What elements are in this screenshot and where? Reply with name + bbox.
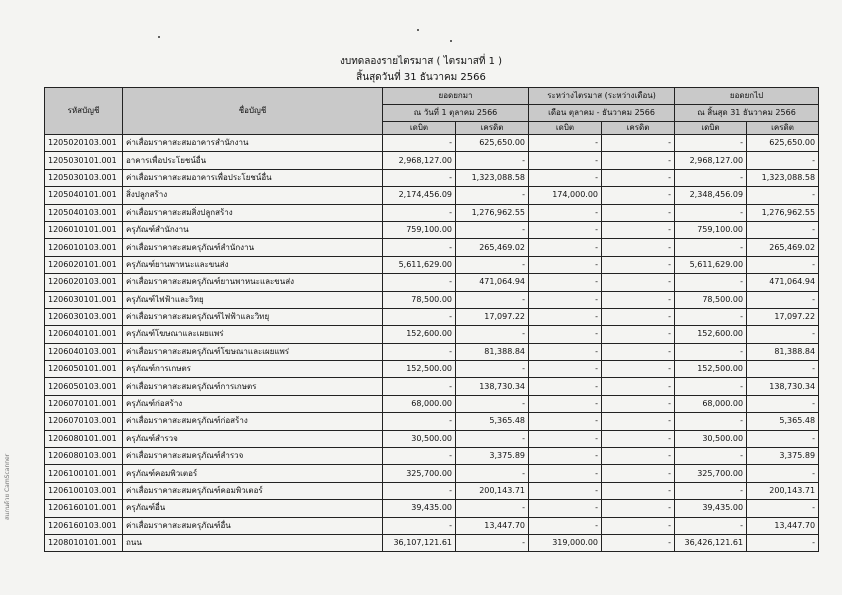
table-row: [45, 221, 819, 238]
cell-opening-credit: 3,375.89: [456, 448, 529, 465]
cell-period-credit: -: [602, 482, 675, 499]
cell-account-code: 1205030103.001: [45, 169, 123, 186]
cell-closing-credit: -: [747, 534, 819, 551]
cell-period-debit: 174,000.00: [529, 187, 602, 204]
cell-closing-debit: -: [675, 343, 747, 360]
cell-period-debit: -: [529, 413, 602, 430]
cell-opening-credit: -: [456, 395, 529, 412]
cell-closing-debit: -: [675, 413, 747, 430]
cell-period-debit: -: [529, 204, 602, 221]
table-row: [45, 395, 819, 412]
cell-closing-debit: 152,600.00: [675, 326, 747, 343]
cell-account-name: อาคารเพื่อประโยชน์อื่น: [123, 152, 383, 169]
cell-account-name: ครุภัณฑ์ยานพาหนะและขนส่ง: [123, 256, 383, 273]
table-row: [45, 152, 819, 169]
cell-period-credit: -: [602, 204, 675, 221]
header-opening-credit: เครดิต: [456, 122, 529, 135]
cell-account-code: 1206160101.001: [45, 500, 123, 517]
cell-closing-credit: -: [747, 361, 819, 378]
cell-opening-credit: 17,097.22: [456, 308, 529, 325]
cell-closing-debit: -: [675, 274, 747, 291]
table-row: [45, 204, 819, 221]
cell-opening-debit: 152,500.00: [383, 361, 456, 378]
scan-speck: [450, 40, 452, 42]
cell-account-code: 1206050103.001: [45, 378, 123, 395]
cell-opening-credit: -: [456, 500, 529, 517]
cell-account-name: ค่าเสื่อมราคาสะสมอาคารเพื่อประโยชน์อื่น: [123, 169, 383, 186]
cell-opening-debit: 68,000.00: [383, 395, 456, 412]
cell-period-debit: -: [529, 169, 602, 186]
header-closing-date: ณ สิ้นสุด 31 ธันวาคม 2566: [675, 105, 819, 122]
cell-closing-debit: -: [675, 378, 747, 395]
cell-period-credit: -: [602, 517, 675, 534]
cell-account-name: ค่าเสื่อมราคาสะสมครุภัณฑ์สำรวจ: [123, 448, 383, 465]
cell-closing-credit: -: [747, 291, 819, 308]
cell-closing-credit: 1,276,962.55: [747, 204, 819, 221]
cell-opening-credit: 81,388.84: [456, 343, 529, 360]
cell-opening-debit: -: [383, 482, 456, 499]
table-row: [45, 326, 819, 343]
cell-account-name: ครุภัณฑ์การเกษตร: [123, 361, 383, 378]
cell-closing-debit: 39,435.00: [675, 500, 747, 517]
cell-closing-credit: 265,469.02: [747, 239, 819, 256]
cell-opening-debit: -: [383, 239, 456, 256]
cell-account-code: 1206040103.001: [45, 343, 123, 360]
table-row: [45, 430, 819, 447]
cell-period-debit: -: [529, 482, 602, 499]
cell-opening-debit: 2,174,456.09: [383, 187, 456, 204]
cell-period-credit: -: [602, 413, 675, 430]
header-closing-credit: เครดิต: [747, 122, 819, 135]
cell-account-name: ครุภัณฑ์ก่อสร้าง: [123, 395, 383, 412]
cell-closing-debit: 5,611,629.00: [675, 256, 747, 273]
cell-opening-credit: 1,323,088.58: [456, 169, 529, 186]
cell-period-credit: -: [602, 274, 675, 291]
cell-account-name: ค่าเสื่อมราคาสะสมครุภัณฑ์ยานพาหนะและขนส่ง: [123, 274, 383, 291]
cell-closing-credit: 3,375.89: [747, 448, 819, 465]
cell-account-name: สิ่งปลูกสร้าง: [123, 187, 383, 204]
cell-closing-credit: 200,143.71: [747, 482, 819, 499]
cell-period-debit: -: [529, 256, 602, 273]
cell-period-credit: -: [602, 448, 675, 465]
cell-period-credit: -: [602, 169, 675, 186]
cell-account-name: ค่าเสื่อมราคาสะสมสิ่งปลูกสร้าง: [123, 204, 383, 221]
cell-closing-credit: -: [747, 465, 819, 482]
cell-account-name: ครุภัณฑ์สำรวจ: [123, 430, 383, 447]
cell-opening-credit: -: [456, 221, 529, 238]
cell-closing-credit: -: [747, 430, 819, 447]
cell-opening-credit: -: [456, 430, 529, 447]
table-row: [45, 343, 819, 360]
cell-opening-debit: -: [383, 448, 456, 465]
cell-period-credit: -: [602, 395, 675, 412]
report-title: งบทดลองรายไตรมาส ( ไตรมาสที่ 1 ): [339, 56, 503, 67]
cell-account-name: ค่าเสื่อมราคาสะสมครุภัณฑ์ก่อสร้าง: [123, 413, 383, 430]
cell-account-code: 1206080101.001: [45, 430, 123, 447]
cell-closing-credit: 17,097.22: [747, 308, 819, 325]
cell-closing-credit: -: [747, 152, 819, 169]
scanner-watermark: สแกนด้วย CamScanner: [4, 453, 11, 520]
cell-opening-debit: 78,500.00: [383, 291, 456, 308]
cell-period-credit: -: [602, 465, 675, 482]
cell-closing-debit: 30,500.00: [675, 430, 747, 447]
header-opening: ยอดยกมา: [383, 88, 529, 105]
table-row: [45, 239, 819, 256]
table-row: [45, 256, 819, 273]
table-row: [45, 482, 819, 499]
cell-account-name: ครุภัณฑ์คอมพิวเตอร์: [123, 465, 383, 482]
cell-account-code: 1206100103.001: [45, 482, 123, 499]
cell-closing-debit: 78,500.00: [675, 291, 747, 308]
cell-period-debit: 319,000.00: [529, 534, 602, 551]
cell-closing-credit: -: [747, 256, 819, 273]
cell-period-debit: -: [529, 291, 602, 308]
cell-opening-debit: 325,700.00: [383, 465, 456, 482]
header-account-name: ชื่อบัญชี: [123, 88, 383, 135]
header-period: ระหว่างไตรมาส (ระหว่างเดือน): [529, 88, 675, 105]
cell-period-credit: -: [602, 378, 675, 395]
cell-account-name: ครุภัณฑ์อื่น: [123, 500, 383, 517]
cell-closing-debit: 68,000.00: [675, 395, 747, 412]
cell-account-name: ค่าเสื่อมราคาสะสมครุภัณฑ์โฆษณาและเผยแพร่: [123, 343, 383, 360]
cell-closing-debit: -: [675, 448, 747, 465]
table-row: [45, 517, 819, 534]
cell-opening-credit: 625,650.00: [456, 135, 529, 152]
table-row: [45, 308, 819, 325]
table-row: [45, 187, 819, 204]
cell-closing-debit: -: [675, 517, 747, 534]
header-period-debit: เดบิต: [529, 122, 602, 135]
cell-closing-debit: 152,500.00: [675, 361, 747, 378]
cell-account-name: ค่าเสื่อมราคาสะสมครุภัณฑ์ไฟฟ้าและวิทยุ: [123, 308, 383, 325]
cell-account-name: ค่าเสื่อมราคาสะสมครุภัณฑ์การเกษตร: [123, 378, 383, 395]
cell-account-name: ค่าเสื่อมราคาสะสมครุภัณฑ์คอมพิวเตอร์: [123, 482, 383, 499]
cell-opening-credit: -: [456, 326, 529, 343]
cell-period-debit: -: [529, 395, 602, 412]
cell-account-code: 1206070101.001: [45, 395, 123, 412]
cell-account-code: 1205030101.001: [45, 152, 123, 169]
cell-period-debit: -: [529, 465, 602, 482]
cell-opening-debit: -: [383, 413, 456, 430]
cell-closing-credit: 138,730.34: [747, 378, 819, 395]
cell-closing-debit: -: [675, 135, 747, 152]
cell-account-code: 1206080103.001: [45, 448, 123, 465]
cell-period-debit: -: [529, 343, 602, 360]
cell-opening-credit: -: [456, 152, 529, 169]
header-account-code: รหัสบัญชี: [45, 88, 123, 135]
cell-account-name: ถนน: [123, 534, 383, 551]
cell-account-code: 1208010101.001: [45, 534, 123, 551]
cell-period-credit: -: [602, 430, 675, 447]
table-row: [45, 135, 819, 152]
cell-account-code: 1206050101.001: [45, 361, 123, 378]
cell-opening-credit: -: [456, 465, 529, 482]
table-row: [45, 500, 819, 517]
cell-closing-credit: -: [747, 500, 819, 517]
cell-account-code: 1206160103.001: [45, 517, 123, 534]
cell-account-code: 1206100101.001: [45, 465, 123, 482]
cell-opening-debit: 759,100.00: [383, 221, 456, 238]
cell-period-credit: -: [602, 326, 675, 343]
cell-account-code: 1206030101.001: [45, 291, 123, 308]
cell-opening-debit: -: [383, 308, 456, 325]
cell-opening-debit: -: [383, 135, 456, 152]
cell-closing-debit: 325,700.00: [675, 465, 747, 482]
header-period-date: เดือน ตุลาคม - ธันวาคม 2566: [529, 105, 675, 122]
cell-account-code: 1206070103.001: [45, 413, 123, 430]
table-row: [45, 448, 819, 465]
cell-period-debit: -: [529, 500, 602, 517]
cell-closing-credit: -: [747, 221, 819, 238]
cell-account-code: 1206020101.001: [45, 256, 123, 273]
cell-opening-debit: -: [383, 204, 456, 221]
cell-opening-debit: -: [383, 378, 456, 395]
cell-closing-credit: 471,064.94: [747, 274, 819, 291]
cell-closing-debit: -: [675, 239, 747, 256]
cell-opening-debit: 30,500.00: [383, 430, 456, 447]
cell-period-debit: -: [529, 308, 602, 325]
cell-period-debit: -: [529, 430, 602, 447]
cell-account-code: 1205020103.001: [45, 135, 123, 152]
cell-closing-credit: -: [747, 395, 819, 412]
scan-speck: [158, 36, 160, 38]
table-row: [45, 378, 819, 395]
cell-opening-credit: 471,064.94: [456, 274, 529, 291]
cell-period-debit: -: [529, 378, 602, 395]
cell-opening-debit: 36,107,121.61: [383, 534, 456, 551]
cell-period-credit: -: [602, 343, 675, 360]
cell-period-credit: -: [602, 361, 675, 378]
cell-opening-credit: -: [456, 291, 529, 308]
cell-closing-debit: -: [675, 204, 747, 221]
header-period-credit: เครดิต: [602, 122, 675, 135]
cell-account-code: 1205040101.001: [45, 187, 123, 204]
cell-closing-debit: -: [675, 308, 747, 325]
cell-period-credit: -: [602, 152, 675, 169]
cell-opening-debit: 39,435.00: [383, 500, 456, 517]
table-row: [45, 534, 819, 551]
header-closing: ยอดยกไป: [675, 88, 819, 105]
cell-opening-debit: -: [383, 274, 456, 291]
cell-closing-credit: 13,447.70: [747, 517, 819, 534]
cell-period-credit: -: [602, 187, 675, 204]
cell-opening-debit: -: [383, 343, 456, 360]
cell-opening-credit: 13,447.70: [456, 517, 529, 534]
cell-opening-credit: 265,469.02: [456, 239, 529, 256]
cell-opening-debit: 2,968,127.00: [383, 152, 456, 169]
cell-period-credit: -: [602, 308, 675, 325]
cell-account-name: ค่าเสื่อมราคาสะสมอาคารสำนักงาน: [123, 135, 383, 152]
header-closing-debit: เดบิต: [675, 122, 747, 135]
cell-closing-debit: 2,968,127.00: [675, 152, 747, 169]
cell-account-code: 1206010103.001: [45, 239, 123, 256]
cell-opening-credit: -: [456, 256, 529, 273]
cell-period-credit: -: [602, 256, 675, 273]
cell-opening-credit: 5,365.48: [456, 413, 529, 430]
cell-closing-debit: -: [675, 482, 747, 499]
scan-speck: [417, 29, 419, 31]
cell-period-credit: -: [602, 534, 675, 551]
cell-account-name: ค่าเสื่อมราคาสะสมครุภัณฑ์อื่น: [123, 517, 383, 534]
table-row: [45, 413, 819, 430]
cell-opening-credit: 1,276,962.55: [456, 204, 529, 221]
cell-closing-credit: -: [747, 187, 819, 204]
cell-closing-credit: 81,388.84: [747, 343, 819, 360]
trial-balance-table: [44, 87, 819, 552]
cell-closing-debit: -: [675, 169, 747, 186]
cell-period-credit: -: [602, 239, 675, 256]
cell-period-debit: -: [529, 274, 602, 291]
cell-period-debit: -: [529, 361, 602, 378]
cell-period-debit: -: [529, 221, 602, 238]
cell-closing-credit: 5,365.48: [747, 413, 819, 430]
table-row: [45, 274, 819, 291]
cell-account-name: ครุภัณฑ์สำนักงาน: [123, 221, 383, 238]
header-opening-date: ณ วันที่ 1 ตุลาคม 2566: [383, 105, 529, 122]
cell-account-code: 1205040103.001: [45, 204, 123, 221]
cell-period-credit: -: [602, 500, 675, 517]
table-row: [45, 291, 819, 308]
cell-opening-credit: 200,143.71: [456, 482, 529, 499]
cell-period-credit: -: [602, 291, 675, 308]
table-row: [45, 465, 819, 482]
cell-period-credit: -: [602, 135, 675, 152]
cell-account-code: 1206030103.001: [45, 308, 123, 325]
cell-opening-credit: 138,730.34: [456, 378, 529, 395]
cell-opening-credit: -: [456, 187, 529, 204]
table-row: [45, 169, 819, 186]
cell-opening-debit: 5,611,629.00: [383, 256, 456, 273]
cell-closing-debit: 36,426,121.61: [675, 534, 747, 551]
header-opening-debit: เดบิต: [383, 122, 456, 135]
cell-account-name: ครุภัณฑ์โฆษณาและเผยแพร่: [123, 326, 383, 343]
cell-opening-debit: -: [383, 169, 456, 186]
cell-closing-debit: 2,348,456.09: [675, 187, 747, 204]
cell-account-code: 1206010101.001: [45, 221, 123, 238]
cell-opening-debit: -: [383, 517, 456, 534]
cell-closing-credit: -: [747, 326, 819, 343]
table-row: [45, 361, 819, 378]
table-body: [45, 135, 819, 552]
cell-period-debit: -: [529, 448, 602, 465]
cell-opening-credit: -: [456, 534, 529, 551]
cell-period-debit: -: [529, 239, 602, 256]
cell-period-debit: -: [529, 326, 602, 343]
cell-closing-debit: 759,100.00: [675, 221, 747, 238]
cell-opening-debit: 152,600.00: [383, 326, 456, 343]
cell-opening-credit: -: [456, 361, 529, 378]
cell-period-debit: -: [529, 517, 602, 534]
cell-account-code: 1206040101.001: [45, 326, 123, 343]
cell-account-name: ค่าเสื่อมราคาสะสมครุภัณฑ์สำนักงาน: [123, 239, 383, 256]
cell-account-name: ครุภัณฑ์ไฟฟ้าและวิทยุ: [123, 291, 383, 308]
cell-closing-credit: 1,323,088.58: [747, 169, 819, 186]
cell-closing-credit: 625,650.00: [747, 135, 819, 152]
report-subtitle: สิ้นสุดวันที่ 31 ธันวาคม 2566: [356, 72, 486, 83]
cell-account-code: 1206020103.001: [45, 274, 123, 291]
cell-period-debit: -: [529, 135, 602, 152]
cell-period-credit: -: [602, 221, 675, 238]
cell-period-debit: -: [529, 152, 602, 169]
